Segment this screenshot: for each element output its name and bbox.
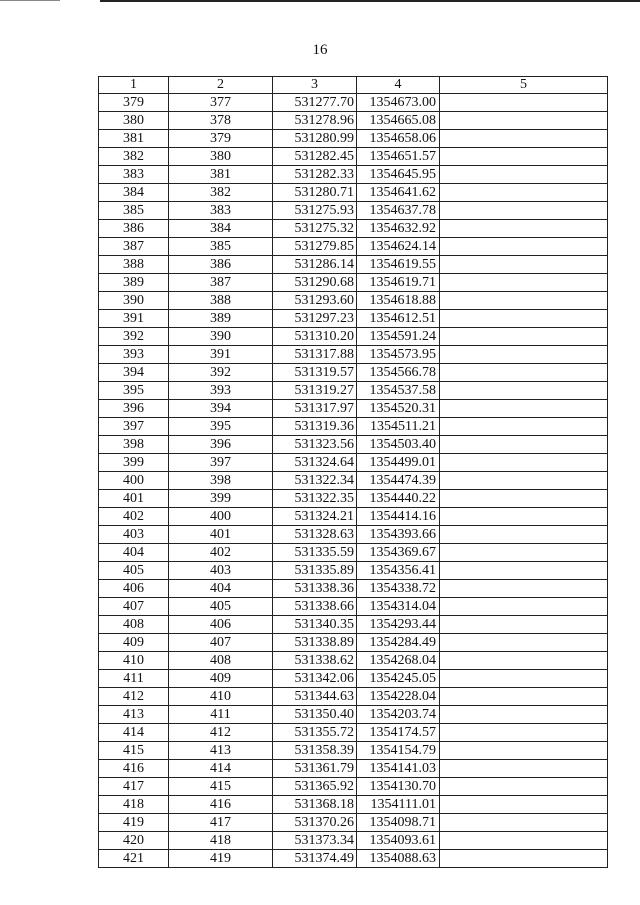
reference-number-cell: 408 [169,652,273,670]
x-coordinate-cell: 531358.39 [273,742,357,760]
reference-number-cell: 417 [169,814,273,832]
notes-cell [440,814,608,832]
x-coordinate-cell: 531335.89 [273,562,357,580]
point-number-cell: 387 [99,238,169,256]
point-number-cell: 411 [99,670,169,688]
reference-number-cell: 388 [169,292,273,310]
notes-cell [440,220,608,238]
notes-cell [440,706,608,724]
y-coordinate-cell: 1354393.66 [357,526,440,544]
table-row [99,472,608,490]
reference-number-cell: 415 [169,778,273,796]
y-coordinate-cell: 1354440.22 [357,490,440,508]
y-coordinate-cell: 1354093.61 [357,832,440,850]
y-coordinate-cell: 1354612.51 [357,310,440,328]
point-number-cell: 408 [99,616,169,634]
table-row [99,562,608,580]
point-number-cell: 410 [99,652,169,670]
notes-cell [440,580,608,598]
x-coordinate-cell: 531344.63 [273,688,357,706]
point-number-cell: 419 [99,814,169,832]
notes-cell [440,562,608,580]
x-coordinate-cell: 531275.32 [273,220,357,238]
x-coordinate-cell: 531278.96 [273,112,357,130]
reference-number-cell: 406 [169,616,273,634]
point-number-cell: 386 [99,220,169,238]
x-coordinate-cell: 531279.85 [273,238,357,256]
y-coordinate-cell: 1354573.95 [357,346,440,364]
table-row [99,508,608,526]
table-row [99,526,608,544]
reference-number-cell: 398 [169,472,273,490]
notes-cell [440,544,608,562]
reference-number-cell: 390 [169,328,273,346]
notes-cell [440,202,608,220]
table-row [99,166,608,184]
y-coordinate-cell: 1354293.44 [357,616,440,634]
x-coordinate-cell: 531293.60 [273,292,357,310]
point-number-cell: 406 [99,580,169,598]
point-number-cell: 405 [99,562,169,580]
y-coordinate-cell: 1354245.05 [357,670,440,688]
x-coordinate-cell: 531324.64 [273,454,357,472]
y-coordinate-cell: 1354511.21 [357,418,440,436]
notes-cell [440,292,608,310]
y-coordinate-cell: 1354203.74 [357,706,440,724]
notes-cell [440,472,608,490]
y-coordinate-cell: 1354111.01 [357,796,440,814]
table-row [99,670,608,688]
x-coordinate-cell: 531280.71 [273,184,357,202]
table-row [99,184,608,202]
column-header-2: 2 [169,77,273,94]
point-number-cell: 402 [99,508,169,526]
reference-number-cell: 381 [169,166,273,184]
x-coordinate-cell: 531323.56 [273,436,357,454]
x-coordinate-cell: 531340.35 [273,616,357,634]
y-coordinate-cell: 1354356.41 [357,562,440,580]
point-number-cell: 401 [99,490,169,508]
notes-cell [440,796,608,814]
x-coordinate-cell: 531317.97 [273,400,357,418]
table-body [99,94,608,868]
notes-cell [440,652,608,670]
y-coordinate-cell: 1354641.62 [357,184,440,202]
table-row [99,724,608,742]
point-number-cell: 383 [99,166,169,184]
column-header-5: 5 [440,77,608,94]
reference-number-cell: 416 [169,796,273,814]
x-coordinate-cell: 531338.62 [273,652,357,670]
x-coordinate-cell: 531277.70 [273,94,357,112]
point-number-cell: 413 [99,706,169,724]
y-coordinate-cell: 1354645.95 [357,166,440,184]
reference-number-cell: 395 [169,418,273,436]
notes-cell [440,616,608,634]
point-number-cell: 418 [99,796,169,814]
point-number-cell: 394 [99,364,169,382]
table-row [99,382,608,400]
table-row [99,238,608,256]
reference-number-cell: 391 [169,346,273,364]
notes-cell [440,436,608,454]
reference-number-cell: 410 [169,688,273,706]
x-coordinate-cell: 531368.18 [273,796,357,814]
reference-number-cell: 387 [169,274,273,292]
point-number-cell: 404 [99,544,169,562]
point-number-cell: 399 [99,454,169,472]
notes-cell [440,670,608,688]
y-coordinate-cell: 1354088.63 [357,850,440,868]
table-row [99,814,608,832]
x-coordinate-cell: 531338.89 [273,634,357,652]
reference-number-cell: 378 [169,112,273,130]
notes-cell [440,94,608,112]
table-row [99,202,608,220]
reference-number-cell: 392 [169,364,273,382]
y-coordinate-cell: 1354537.58 [357,382,440,400]
notes-cell [440,454,608,472]
reference-number-cell: 412 [169,724,273,742]
y-coordinate-cell: 1354369.67 [357,544,440,562]
reference-number-cell: 382 [169,184,273,202]
reference-number-cell: 393 [169,382,273,400]
point-number-cell: 393 [99,346,169,364]
reference-number-cell: 414 [169,760,273,778]
reference-number-cell: 380 [169,148,273,166]
x-coordinate-cell: 531286.14 [273,256,357,274]
notes-cell [440,724,608,742]
x-coordinate-cell: 531322.35 [273,490,357,508]
y-coordinate-cell: 1354591.24 [357,328,440,346]
notes-cell [440,382,608,400]
x-coordinate-cell: 531335.59 [273,544,357,562]
reference-number-cell: 396 [169,436,273,454]
point-number-cell: 390 [99,292,169,310]
x-coordinate-cell: 531374.49 [273,850,357,868]
reference-number-cell: 394 [169,400,273,418]
reference-number-cell: 419 [169,850,273,868]
notes-cell [440,364,608,382]
point-number-cell: 407 [99,598,169,616]
column-header-4: 4 [357,77,440,94]
point-number-cell: 420 [99,832,169,850]
notes-cell [440,166,608,184]
reference-number-cell: 405 [169,598,273,616]
notes-cell [440,328,608,346]
notes-cell [440,310,608,328]
table-row [99,292,608,310]
table-row [99,112,608,130]
y-coordinate-cell: 1354174.57 [357,724,440,742]
notes-cell [440,130,608,148]
notes-cell [440,238,608,256]
table-row [99,832,608,850]
x-coordinate-cell: 531342.06 [273,670,357,688]
column-header-3: 3 [273,77,357,94]
reference-number-cell: 418 [169,832,273,850]
table-row [99,778,608,796]
reference-number-cell: 409 [169,670,273,688]
y-coordinate-cell: 1354673.00 [357,94,440,112]
table-row [99,742,608,760]
point-number-cell: 396 [99,400,169,418]
notes-cell [440,256,608,274]
x-coordinate-cell: 531328.63 [273,526,357,544]
reference-number-cell: 386 [169,256,273,274]
x-coordinate-cell: 531319.36 [273,418,357,436]
y-coordinate-cell: 1354632.92 [357,220,440,238]
y-coordinate-cell: 1354566.78 [357,364,440,382]
point-number-cell: 384 [99,184,169,202]
y-coordinate-cell: 1354503.40 [357,436,440,454]
table-row [99,760,608,778]
notes-cell [440,274,608,292]
notes-cell [440,148,608,166]
reference-number-cell: 385 [169,238,273,256]
table-row [99,130,608,148]
y-coordinate-cell: 1354637.78 [357,202,440,220]
x-coordinate-cell: 531322.34 [273,472,357,490]
x-coordinate-cell: 531319.27 [273,382,357,400]
reference-number-cell: 404 [169,580,273,598]
y-coordinate-cell: 1354665.08 [357,112,440,130]
table-row [99,454,608,472]
y-coordinate-cell: 1354651.57 [357,148,440,166]
reference-number-cell: 399 [169,490,273,508]
table-row [99,364,608,382]
table-row [99,490,608,508]
reference-number-cell: 411 [169,706,273,724]
notes-cell [440,634,608,652]
x-coordinate-cell: 531280.99 [273,130,357,148]
table-row [99,220,608,238]
reference-number-cell: 401 [169,526,273,544]
table-row [99,706,608,724]
notes-cell [440,490,608,508]
notes-cell [440,508,608,526]
table-row [99,598,608,616]
point-number-cell: 417 [99,778,169,796]
table-row [99,688,608,706]
top-border-line-left [0,0,60,1]
y-coordinate-cell: 1354619.71 [357,274,440,292]
notes-cell [440,184,608,202]
notes-cell [440,346,608,364]
notes-cell [440,112,608,130]
table-row [99,256,608,274]
reference-number-cell: 400 [169,508,273,526]
point-number-cell: 380 [99,112,169,130]
notes-cell [440,598,608,616]
x-coordinate-cell: 531370.26 [273,814,357,832]
y-coordinate-cell: 1354268.04 [357,652,440,670]
point-number-cell: 415 [99,742,169,760]
point-number-cell: 389 [99,274,169,292]
y-coordinate-cell: 1354618.88 [357,292,440,310]
table-row [99,616,608,634]
notes-cell [440,760,608,778]
x-coordinate-cell: 531350.40 [273,706,357,724]
notes-cell [440,850,608,868]
table-row [99,580,608,598]
point-number-cell: 403 [99,526,169,544]
y-coordinate-cell: 1354499.01 [357,454,440,472]
table-row [99,418,608,436]
x-coordinate-cell: 531319.57 [273,364,357,382]
point-number-cell: 395 [99,382,169,400]
y-coordinate-cell: 1354474.39 [357,472,440,490]
reference-number-cell: 377 [169,94,273,112]
point-number-cell: 400 [99,472,169,490]
table-row [99,796,608,814]
y-coordinate-cell: 1354520.31 [357,400,440,418]
x-coordinate-cell: 531282.33 [273,166,357,184]
point-number-cell: 392 [99,328,169,346]
notes-cell [440,526,608,544]
table-row [99,400,608,418]
y-coordinate-cell: 1354154.79 [357,742,440,760]
x-coordinate-cell: 531317.88 [273,346,357,364]
point-number-cell: 409 [99,634,169,652]
point-number-cell: 385 [99,202,169,220]
point-number-cell: 414 [99,724,169,742]
reference-number-cell: 413 [169,742,273,760]
point-number-cell: 412 [99,688,169,706]
reference-number-cell: 402 [169,544,273,562]
point-number-cell: 382 [99,148,169,166]
table-row [99,652,608,670]
y-coordinate-cell: 1354414.16 [357,508,440,526]
y-coordinate-cell: 1354338.72 [357,580,440,598]
table-row [99,544,608,562]
notes-cell [440,418,608,436]
x-coordinate-cell: 531338.36 [273,580,357,598]
point-number-cell: 397 [99,418,169,436]
table-header-row [99,77,608,94]
y-coordinate-cell: 1354658.06 [357,130,440,148]
table-row [99,328,608,346]
x-coordinate-cell: 531365.92 [273,778,357,796]
notes-cell [440,832,608,850]
reference-number-cell: 384 [169,220,273,238]
reference-number-cell: 403 [169,562,273,580]
y-coordinate-cell: 1354141.03 [357,760,440,778]
x-coordinate-cell: 531310.20 [273,328,357,346]
y-coordinate-cell: 1354314.04 [357,598,440,616]
y-coordinate-cell: 1354228.04 [357,688,440,706]
notes-cell [440,400,608,418]
x-coordinate-cell: 531355.72 [273,724,357,742]
reference-number-cell: 407 [169,634,273,652]
y-coordinate-cell: 1354130.70 [357,778,440,796]
point-number-cell: 416 [99,760,169,778]
table-row [99,310,608,328]
column-header-1: 1 [99,77,169,94]
point-number-cell: 398 [99,436,169,454]
table-row [99,274,608,292]
x-coordinate-cell: 531361.79 [273,760,357,778]
page-number: 16 [312,42,328,58]
reference-number-cell: 383 [169,202,273,220]
point-number-cell: 379 [99,94,169,112]
table-row [99,346,608,364]
x-coordinate-cell: 531338.66 [273,598,357,616]
x-coordinate-cell: 531282.45 [273,148,357,166]
table-row [99,436,608,454]
table-row [99,148,608,166]
x-coordinate-cell: 531297.23 [273,310,357,328]
y-coordinate-cell: 1354619.55 [357,256,440,274]
notes-cell [440,778,608,796]
x-coordinate-cell: 531373.34 [273,832,357,850]
point-number-cell: 391 [99,310,169,328]
coordinates-table [98,76,608,868]
x-coordinate-cell: 531324.21 [273,508,357,526]
reference-number-cell: 389 [169,310,273,328]
notes-cell [440,742,608,760]
table-row [99,850,608,868]
reference-number-cell: 397 [169,454,273,472]
point-number-cell: 381 [99,130,169,148]
y-coordinate-cell: 1354624.14 [357,238,440,256]
point-number-cell: 388 [99,256,169,274]
y-coordinate-cell: 1354284.49 [357,634,440,652]
notes-cell [440,688,608,706]
reference-number-cell: 379 [169,130,273,148]
top-border-line [100,0,640,2]
point-number-cell: 421 [99,850,169,868]
x-coordinate-cell: 531290.68 [273,274,357,292]
table-row [99,94,608,112]
y-coordinate-cell: 1354098.71 [357,814,440,832]
x-coordinate-cell: 531275.93 [273,202,357,220]
table-row [99,634,608,652]
